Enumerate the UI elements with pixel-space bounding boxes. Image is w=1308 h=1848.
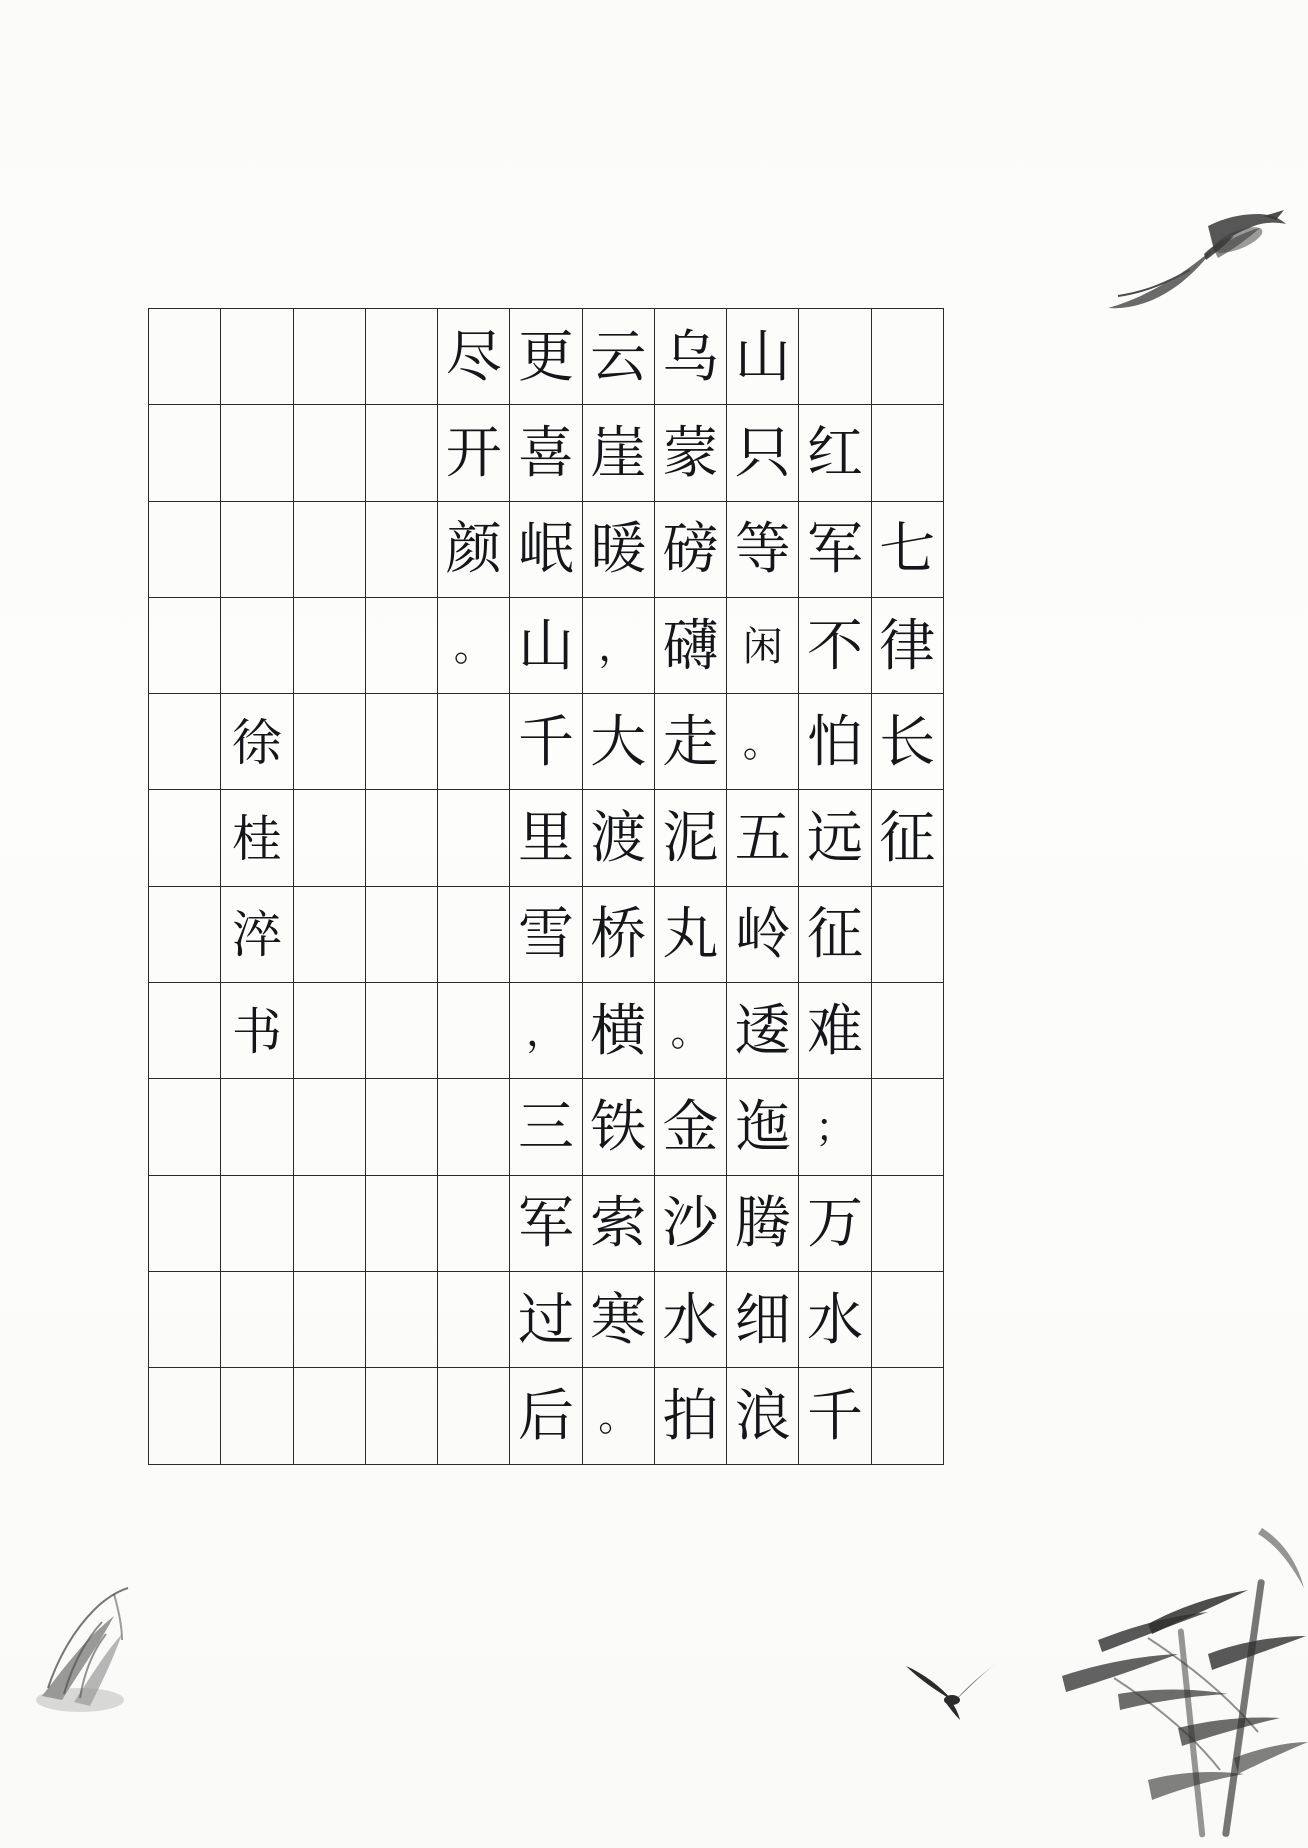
grid-cell[interactable] xyxy=(654,1271,726,1367)
cell-glyph: 腾 xyxy=(734,1193,791,1256)
cell-glyph: 里 xyxy=(517,808,574,871)
table-row xyxy=(149,1271,944,1367)
grid-cell[interactable] xyxy=(438,1368,510,1464)
cell-glyph: 桂 xyxy=(231,811,282,868)
cell-glyph: 索 xyxy=(590,1193,647,1256)
grid-cell[interactable] xyxy=(582,309,654,405)
grid-cell[interactable] xyxy=(510,1368,582,1464)
grid-cell[interactable] xyxy=(654,405,726,501)
grid-cell[interactable] xyxy=(871,597,943,693)
grid-cell[interactable] xyxy=(727,1368,799,1464)
grid-cell[interactable] xyxy=(221,1271,293,1367)
grid-cell[interactable] xyxy=(293,309,365,405)
grid-cell[interactable] xyxy=(221,405,293,501)
cell-glyph: 水 xyxy=(807,1289,864,1352)
grid-cell[interactable] xyxy=(727,1175,799,1271)
grid-cell[interactable] xyxy=(582,790,654,886)
table-row xyxy=(149,405,944,501)
cell-glyph: 横 xyxy=(590,1000,647,1063)
cell-glyph: 崖 xyxy=(590,422,647,485)
grid-cell[interactable] xyxy=(510,790,582,886)
cell-glyph: 渡 xyxy=(590,808,647,871)
cell-glyph: 。 xyxy=(742,719,783,765)
grid-cell[interactable] xyxy=(149,309,221,405)
grid-cell[interactable] xyxy=(871,1079,943,1175)
cell-glyph: 难 xyxy=(807,1000,864,1063)
grid-cell[interactable] xyxy=(654,694,726,790)
grid-cell[interactable] xyxy=(149,1079,221,1175)
cell-glyph: 等 xyxy=(734,519,791,582)
cell-glyph: 喜 xyxy=(517,422,574,485)
table-row xyxy=(149,309,944,405)
grid-cell[interactable] xyxy=(654,886,726,982)
grid-cell[interactable] xyxy=(438,694,510,790)
grid-cell[interactable] xyxy=(510,501,582,597)
grid-cell[interactable] xyxy=(293,1368,365,1464)
grid-cell[interactable] xyxy=(582,886,654,982)
grid-cell[interactable] xyxy=(365,694,437,790)
cell-glyph: 尽 xyxy=(445,326,502,389)
grid-cell[interactable] xyxy=(438,1175,510,1271)
cell-glyph: 山 xyxy=(734,326,791,389)
cell-glyph: 云 xyxy=(590,326,647,389)
cell-glyph: 军 xyxy=(517,1193,574,1256)
grid-cell[interactable] xyxy=(149,1175,221,1271)
table-row xyxy=(149,886,944,982)
grid-cell[interactable] xyxy=(438,405,510,501)
cell-glyph: 征 xyxy=(807,904,864,967)
table-row xyxy=(149,983,944,1079)
grid-cell[interactable] xyxy=(654,790,726,886)
grid-cell[interactable] xyxy=(799,694,871,790)
grid-cell[interactable] xyxy=(438,983,510,1079)
grid-cell[interactable] xyxy=(582,1175,654,1271)
cell-glyph: 浪 xyxy=(734,1385,791,1448)
grid-cell[interactable] xyxy=(293,886,365,982)
grid-cell[interactable] xyxy=(149,1271,221,1367)
table-row xyxy=(149,790,944,886)
grid-cell[interactable] xyxy=(438,1079,510,1175)
grid-cell[interactable] xyxy=(582,1079,654,1175)
grid-cell[interactable] xyxy=(799,405,871,501)
grid-cell[interactable] xyxy=(510,1271,582,1367)
grid-cell[interactable] xyxy=(221,694,293,790)
grid-cell[interactable] xyxy=(727,886,799,982)
cell-glyph: 。 xyxy=(670,1008,711,1054)
grid-cell[interactable] xyxy=(510,886,582,982)
cell-glyph: 五 xyxy=(734,808,791,871)
cell-glyph: 只 xyxy=(734,422,791,485)
grid-table xyxy=(148,308,944,1465)
grid-cell[interactable] xyxy=(438,1271,510,1367)
grid-cell[interactable] xyxy=(149,597,221,693)
cell-glyph: 铁 xyxy=(590,1097,647,1160)
grid-cell[interactable] xyxy=(149,405,221,501)
grid-cell[interactable] xyxy=(510,694,582,790)
grid-cell[interactable] xyxy=(510,597,582,693)
cell-glyph: 不 xyxy=(807,615,864,678)
grid-cell[interactable] xyxy=(799,1368,871,1464)
cell-glyph: 雪 xyxy=(517,904,574,967)
grid-cell[interactable] xyxy=(799,501,871,597)
cell-glyph: 。 xyxy=(453,623,494,669)
table-row xyxy=(149,1368,944,1464)
grid-cell[interactable] xyxy=(438,309,510,405)
grid-cell[interactable] xyxy=(871,886,943,982)
grid-cell[interactable] xyxy=(510,1079,582,1175)
cell-glyph: 颜 xyxy=(445,519,502,582)
grid-cell[interactable] xyxy=(438,501,510,597)
grid-cell[interactable] xyxy=(293,501,365,597)
grid-cell[interactable] xyxy=(365,1079,437,1175)
grid-cell[interactable] xyxy=(365,1368,437,1464)
cell-glyph: 山 xyxy=(517,615,574,678)
table-row xyxy=(149,1079,944,1175)
grid-cell[interactable] xyxy=(365,1271,437,1367)
grid-cell[interactable] xyxy=(438,790,510,886)
grid-cell[interactable] xyxy=(582,694,654,790)
grid-cell[interactable] xyxy=(293,1079,365,1175)
grid-cell[interactable] xyxy=(365,790,437,886)
grid-cell[interactable] xyxy=(727,405,799,501)
grid-cell[interactable] xyxy=(582,597,654,693)
cell-glyph: 更 xyxy=(517,326,574,389)
cell-glyph: 万 xyxy=(807,1193,864,1256)
grid-cell[interactable] xyxy=(365,597,437,693)
grid-cell[interactable] xyxy=(365,886,437,982)
grid-cell[interactable] xyxy=(149,983,221,1079)
grid-cell[interactable] xyxy=(654,501,726,597)
cell-glyph: 闲 xyxy=(742,623,783,669)
cell-glyph: 丸 xyxy=(662,904,719,967)
cell-glyph: 走 xyxy=(662,711,719,774)
grid-cell[interactable] xyxy=(799,309,871,405)
cell-glyph: 徐 xyxy=(231,714,282,771)
cell-glyph: 书 xyxy=(231,1003,282,1060)
cell-glyph: 远 xyxy=(807,808,864,871)
cell-glyph: 七 xyxy=(879,519,936,582)
grid-cell[interactable] xyxy=(582,405,654,501)
cell-glyph: 金 xyxy=(662,1097,719,1160)
grid-cell[interactable] xyxy=(799,790,871,886)
grid-cell[interactable] xyxy=(365,501,437,597)
grid-cell[interactable] xyxy=(727,501,799,597)
cell-glyph: 开 xyxy=(445,422,502,485)
cell-glyph: 红 xyxy=(807,422,864,485)
cell-glyph: ， xyxy=(525,1008,566,1054)
cell-glyph: 三 xyxy=(517,1097,574,1160)
grid-cell[interactable] xyxy=(438,597,510,693)
grid-cell[interactable] xyxy=(438,886,510,982)
grid-cell[interactable] xyxy=(871,694,943,790)
grid-cell[interactable] xyxy=(799,1079,871,1175)
grid-cell[interactable] xyxy=(293,1271,365,1367)
grid-cell[interactable] xyxy=(654,983,726,1079)
cell-glyph: 军 xyxy=(807,519,864,582)
grid-cell[interactable] xyxy=(654,309,726,405)
grid-cell[interactable] xyxy=(365,983,437,1079)
grid-cell[interactable] xyxy=(871,309,943,405)
grid-cell[interactable] xyxy=(293,1175,365,1271)
grid-cell[interactable] xyxy=(582,501,654,597)
grid-cell[interactable] xyxy=(871,790,943,886)
cell-glyph: 拍 xyxy=(662,1385,719,1448)
grid-cell[interactable] xyxy=(727,790,799,886)
cell-glyph: 逶 xyxy=(734,1000,791,1063)
cell-glyph: 。 xyxy=(598,1393,639,1439)
cell-glyph: ； xyxy=(815,1105,856,1151)
grid-cell[interactable] xyxy=(365,405,437,501)
cell-glyph: 淬 xyxy=(231,907,282,964)
grid-cell[interactable] xyxy=(799,983,871,1079)
grid-cell[interactable] xyxy=(582,1271,654,1367)
grid-cell[interactable] xyxy=(727,309,799,405)
grid-cell[interactable] xyxy=(221,501,293,597)
grid-cell[interactable] xyxy=(293,983,365,1079)
grid-cell[interactable] xyxy=(799,1175,871,1271)
grid-cell[interactable] xyxy=(654,1079,726,1175)
cell-glyph: 后 xyxy=(517,1385,574,1448)
cell-glyph: 长 xyxy=(879,711,936,774)
grid-cell[interactable] xyxy=(149,501,221,597)
cell-glyph: 乌 xyxy=(662,326,719,389)
grid-cell[interactable] xyxy=(871,1175,943,1271)
grid-cell[interactable] xyxy=(727,1079,799,1175)
grid-cell[interactable] xyxy=(727,694,799,790)
cell-glyph: 岷 xyxy=(517,519,574,582)
cell-glyph: 千 xyxy=(517,711,574,774)
grid-cell[interactable] xyxy=(365,309,437,405)
table-row xyxy=(149,1175,944,1271)
grid-cell[interactable] xyxy=(799,1271,871,1367)
grid-cell[interactable] xyxy=(365,1175,437,1271)
grid-cell[interactable] xyxy=(149,790,221,886)
cell-glyph: 寒 xyxy=(590,1289,647,1352)
grid-cell[interactable] xyxy=(727,983,799,1079)
grid-cell[interactable] xyxy=(582,1368,654,1464)
grid-cell[interactable] xyxy=(293,405,365,501)
grid-cell[interactable] xyxy=(871,405,943,501)
table-row xyxy=(149,694,944,790)
grid-cell[interactable] xyxy=(149,1368,221,1464)
grid-cell[interactable] xyxy=(871,501,943,597)
grid-cell[interactable] xyxy=(221,309,293,405)
cell-glyph: 大 xyxy=(590,711,647,774)
grid-cell[interactable] xyxy=(582,983,654,1079)
table-row xyxy=(149,501,944,597)
cell-glyph: 怕 xyxy=(807,711,864,774)
cell-glyph: 桥 xyxy=(590,904,647,967)
grid-cell[interactable] xyxy=(221,886,293,982)
grid-cell[interactable] xyxy=(871,1271,943,1367)
grid-cell[interactable] xyxy=(221,790,293,886)
cell-glyph: 过 xyxy=(517,1289,574,1352)
cell-glyph: 律 xyxy=(879,615,936,678)
cell-glyph: 沙 xyxy=(662,1193,719,1256)
grid-cell[interactable] xyxy=(510,309,582,405)
cell-glyph: ， xyxy=(598,623,639,669)
grid-cell[interactable] xyxy=(654,1368,726,1464)
grid-cell[interactable] xyxy=(510,405,582,501)
grid-cell[interactable] xyxy=(510,983,582,1079)
calligraphy-grid xyxy=(148,308,936,1448)
grid-cell[interactable] xyxy=(799,886,871,982)
cell-glyph: 迤 xyxy=(734,1097,791,1160)
grid-cell[interactable] xyxy=(871,983,943,1079)
grid-cell[interactable] xyxy=(221,983,293,1079)
grid-cell[interactable] xyxy=(221,1175,293,1271)
grid-cell[interactable] xyxy=(293,597,365,693)
cell-glyph: 礴 xyxy=(662,615,719,678)
cell-glyph: 岭 xyxy=(734,904,791,967)
cell-glyph: 磅 xyxy=(662,519,719,582)
grid-cell[interactable] xyxy=(727,1271,799,1367)
cell-glyph: 水 xyxy=(662,1289,719,1352)
grid-cell[interactable] xyxy=(149,886,221,982)
cell-glyph: 暖 xyxy=(590,519,647,582)
grid-cell[interactable] xyxy=(799,597,871,693)
cell-glyph: 泥 xyxy=(662,808,719,871)
table-row xyxy=(149,597,944,693)
grid-cell[interactable] xyxy=(654,597,726,693)
grid-cell[interactable] xyxy=(221,1368,293,1464)
cell-glyph: 细 xyxy=(734,1289,791,1352)
grid-cell[interactable] xyxy=(871,1368,943,1464)
grid-cell[interactable] xyxy=(149,694,221,790)
cell-glyph: 千 xyxy=(807,1385,864,1448)
grid-cell[interactable] xyxy=(510,1175,582,1271)
cell-glyph: 征 xyxy=(879,808,936,871)
grid-cell[interactable] xyxy=(221,597,293,693)
grid-cell[interactable] xyxy=(727,597,799,693)
grid-cell[interactable] xyxy=(293,694,365,790)
cell-glyph: 蒙 xyxy=(662,422,719,485)
grid-cell[interactable] xyxy=(221,1079,293,1175)
grid-cell[interactable] xyxy=(654,1175,726,1271)
grid-cell[interactable] xyxy=(293,790,365,886)
